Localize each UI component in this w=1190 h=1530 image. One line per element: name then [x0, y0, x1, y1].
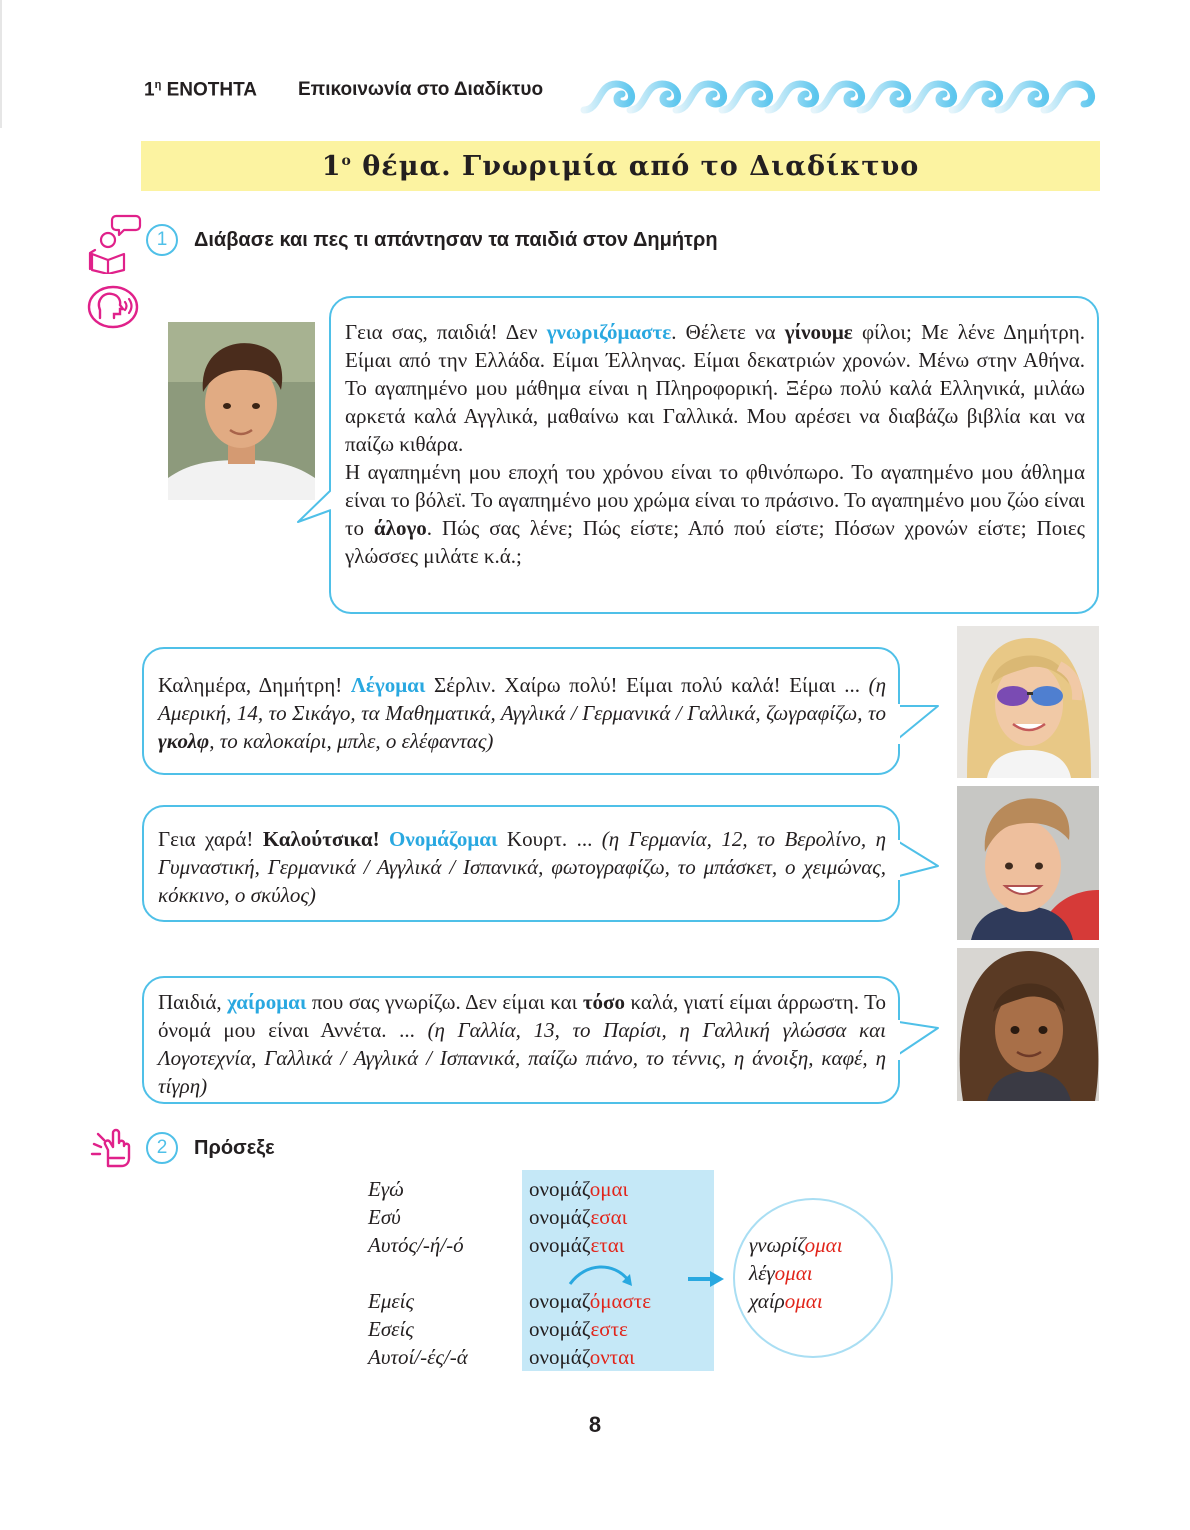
- hint-text: (η Αμερική, 14, το Σικάγο, τα Μαθηματικά, Αγγλικά / Γερμανικά / Γαλλικά, ζωγραφίζω, το: [158, 673, 886, 725]
- anneta-text: καλά, γιατί είμαι άρρωστη. Το όνομά μου είναι Αννέτα. ...: [158, 990, 886, 1042]
- bubble-tail: [896, 700, 942, 750]
- kurt-paragraph: [158, 825, 886, 909]
- verb-ending: εστε: [590, 1317, 628, 1341]
- exercise-1-instruction: Διάβασε και πες τι απάντησαν τα παιδιά στον Δημήτρη: [194, 229, 718, 251]
- verb-ending: ομαι: [784, 1289, 823, 1313]
- exercise-2-number: 2: [146, 1132, 178, 1164]
- sherlin-text: Σέρλιν. Χαίρω πολύ! Είμαι πολύ καλά! Είμαι ...: [425, 673, 869, 697]
- hint-text: (η Γερμανία, 12, το Βερολίνο, η Γυμναστική, Γερμανικά / Αγγλικά / Ισπανικά, φωτογραφίζω, το μπάσκετ, ο χειμώνας, κόκκινο, ο σκύλος): [158, 827, 887, 907]
- sherlin-speech-bubble: [142, 647, 900, 775]
- dimitris-text: . Πώς σας λένε; Πώς είστε; Από πού είστε; Πόσων χρονών είστε; Ποιες γλώσσες μιλάτε κ.ά.;: [345, 516, 1085, 568]
- anneta-photo: [957, 948, 1099, 1101]
- verb-form: [529, 1175, 651, 1203]
- keyword: Ονομάζομαι: [389, 827, 498, 851]
- verb-stem: ονομάζ: [529, 1177, 590, 1201]
- speaking-head-icon: [86, 284, 140, 330]
- bold-word: γίνουμε: [784, 320, 853, 344]
- unit-label: [144, 79, 257, 101]
- anneta-text: που σας γνωρίζω. Δεν είμαι και: [306, 990, 583, 1014]
- verb-form: [529, 1231, 651, 1259]
- anneta-speech-bubble: [142, 976, 900, 1104]
- verb-stem: λέγ: [749, 1261, 775, 1285]
- dimitris-photo: [168, 322, 315, 500]
- bold-word: Καλούτσικα!: [262, 827, 380, 851]
- anneta-paragraph: [158, 988, 886, 1100]
- kurt-text: Γεια χαρά!: [158, 827, 263, 851]
- unit-number-sup: η: [154, 79, 162, 91]
- verb-form: [529, 1315, 651, 1343]
- kurt-text: [380, 827, 389, 851]
- exercise-2-heading: Πρόσεξε: [194, 1137, 275, 1159]
- verb-form: [529, 1203, 651, 1231]
- verb-ending: εσαι: [590, 1205, 628, 1229]
- dimitris-text: . Θέλετε να: [671, 320, 785, 344]
- pronoun: Εγώ: [368, 1177, 404, 1201]
- unit-word: ΕΝΟΤΗΤΑ: [166, 79, 258, 101]
- keyword: Λέγομαι: [350, 673, 426, 697]
- verb-form: [529, 1343, 651, 1371]
- similar-verb: [749, 1259, 843, 1287]
- attention-hand-icon: [90, 1124, 134, 1170]
- dimitris-paragraph-2: [345, 458, 1085, 570]
- exercise-1-number: 1: [146, 224, 178, 256]
- topic-number-sup: ο: [341, 152, 352, 169]
- sherlin-text: Καλημέρα, Δημήτρη!: [158, 673, 351, 697]
- sherlin-paragraph: [158, 671, 886, 755]
- kurt-speech-bubble: [142, 805, 900, 922]
- verb-stem: ονομάζ: [529, 1317, 591, 1341]
- sherlin-photo: [957, 626, 1099, 778]
- verb-ending: ομαι: [804, 1233, 843, 1257]
- wave-ornament-icon: [580, 74, 1100, 116]
- pronoun: Εσύ: [368, 1205, 401, 1229]
- verb-stem: γνωρίζ: [749, 1233, 805, 1257]
- right-arrow-icon: [686, 1268, 726, 1290]
- reading-child-icon: [86, 212, 142, 274]
- bold-word: τόσο: [582, 990, 625, 1014]
- unit-title: Επικοινωνία στο Διαδίκτυο: [298, 79, 544, 100]
- dimitris-text: Γεια σας, παιδιά! Δεν: [345, 320, 547, 344]
- dimitris-speech-bubble: [329, 296, 1099, 614]
- verb-ending: όμαστε: [589, 1289, 652, 1313]
- row-spacer: [368, 1259, 468, 1287]
- verb-stem: ονομάζ: [529, 1205, 591, 1229]
- dimitris-text: φίλοι; Με λένε Δημήτρη. Είμαι από την Ελλάδα. Είμαι Έλληνας. Είμαι δεκατριών χρονών. Μένω στην Αθήνα. Το αγαπημένο μου μάθημα είναι η Πληροφορική. Ξέρω πολύ καλά Ελληνικά, μιλάω αρκετά καλά Αγγλικά, μαθαίνω και Γαλλικά. Μου αρέσει να διαβάζω βιβλία και να παίζω κιθάρα.: [345, 320, 1085, 456]
- verb-stem: ονομαζ: [529, 1289, 590, 1313]
- kurt-text: Κουρτ. ...: [497, 827, 602, 851]
- bubble-tail: [896, 836, 942, 886]
- topic-title-band: [141, 141, 1100, 191]
- bubble-tail: [896, 1016, 942, 1066]
- verb-stem: ονομάζ: [529, 1345, 590, 1369]
- pronoun: Εμείς: [368, 1289, 414, 1313]
- pronoun: Εσείς: [368, 1317, 414, 1341]
- stress-shift-arrow-icon: [566, 1258, 640, 1294]
- topic-number: 1: [321, 150, 342, 182]
- verb-ending: ονται: [589, 1345, 635, 1369]
- dimitris-paragraph-1: [345, 318, 1085, 458]
- similar-verbs-list: [749, 1231, 843, 1315]
- topic-title: [322, 151, 919, 182]
- similar-verb: [749, 1231, 843, 1259]
- verb-stem: ονομάζ: [529, 1233, 591, 1257]
- page-edge-rule: [0, 0, 2, 128]
- verb-ending: εται: [590, 1233, 625, 1257]
- verb-stem: χαίρ: [749, 1289, 785, 1313]
- dimitris-text: Η αγαπημένη μου εποχή του χρόνου είναι το φθινόπωρο. Το αγαπημένο μου άθλημα είναι το βόλεϊ. Το αγαπημένο μου χρώμα είναι το πράσινο. Το αγαπημένο μου ζώο είναι το: [345, 460, 1085, 540]
- pronoun: Αυτός/-ή/-ό: [368, 1233, 464, 1257]
- hint-text: (η Γαλλία, 13, το Παρίσι, η Γαλλική γλώσσα και Λογοτεχνία, Γαλλικά / Αγγλικά / Ισπανικά, παίζω πιάνο, το τέννις, η άνοιξη, καφέ, η τίγρη): [158, 1018, 886, 1098]
- keyword: γνωριζόμαστε: [546, 320, 672, 344]
- bold-word: άλογο: [373, 516, 427, 540]
- pronoun-column: [368, 1175, 468, 1371]
- anneta-text: Παιδιά,: [158, 990, 228, 1014]
- hint-text: , το καλοκαίρι, μπλε, ο ελέφαντας): [209, 729, 494, 753]
- bold-word: γκολφ: [158, 729, 210, 753]
- keyword: χαίρομαι: [227, 990, 307, 1014]
- unit-number: 1: [144, 79, 155, 101]
- bubble-tail: [296, 488, 334, 530]
- page-number: 8: [588, 1412, 602, 1437]
- verb-ending: ομαι: [774, 1261, 813, 1285]
- verb-ending: ομαι: [589, 1177, 629, 1201]
- similar-verb: [749, 1287, 843, 1315]
- kurt-photo: [957, 786, 1099, 940]
- topic-title-text: θέμα. Γνωριμία από το Διαδίκτυο: [362, 150, 920, 182]
- pronoun: Αυτοί/-ές/-ά: [368, 1345, 468, 1369]
